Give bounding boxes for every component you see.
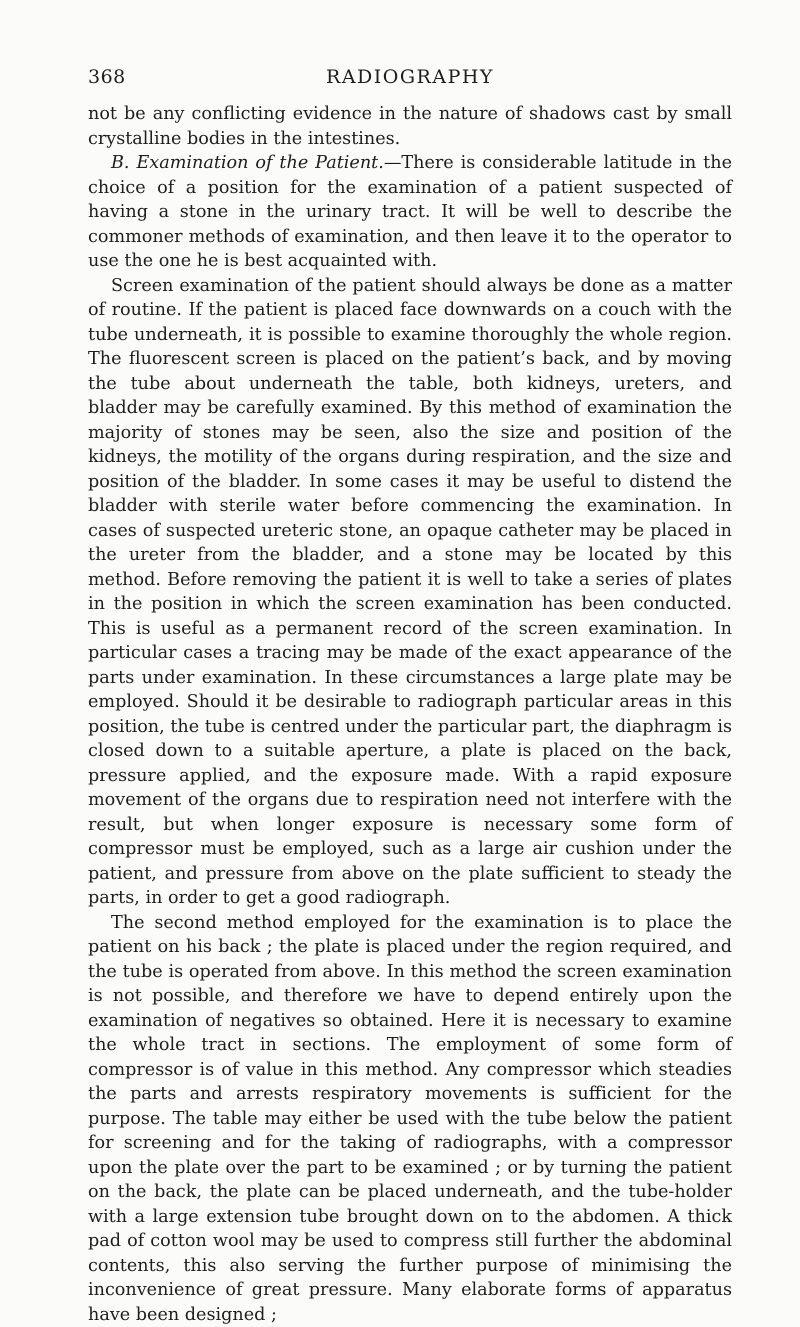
section-heading: B. Examination of the Patient. (111, 153, 384, 173)
paragraph-text: Screen examination of the patient should always be done as a matter of routine. If the patient is placed face downwards on a couch with the tube underneath, it is possible to examine thoroughly the whole region. The fluorescent screen is placed on the patient’s back, and by moving the tube about underneath the table, both kidneys, ureters, and bladder may be carefully examined. By this method of examination the majority of stones may be seen, also the size and position of the kidneys, the motility of the organs during respiration, and the size and position of the bladder. In some cases it may be useful to distend the bladder with sterile water before commencing the examination. In cases of suspected ureteric stone, an opaque catheter may be placed in the ureter from the bladder, and a stone may be located by this method. Before removing the patient it is well to take a series of plates in the position in which the screen examination has been conducted. This is useful as a permanent record of the screen examination. In particular cases a tracing may be made of the exact appearance of the parts under examination. In these circumstances a large plate may be employed. Should it be desirable to radiograph particular areas in this position, the tube is centred under the particular part, the diaphragm is closed down to a suitable aperture, a plate is placed on the back, pressure applied, and the exposure made. With a rapid exposure movement of the organs due to respiration need not interfere with the result, but when longer exposure is necessary some form of compressor must be employed, such as a large air cushion under the patient, and pressure from above on the plate sufficient to steady the parts, in order to get a good radiograph. (88, 276, 732, 909)
paragraph-section-b (88, 151, 732, 274)
page-header (88, 66, 732, 92)
running-head: RADIOGRAPHY (88, 66, 732, 88)
page-body (88, 102, 732, 1327)
paragraph-continuation (88, 102, 732, 151)
paragraph-text: —There is considerable latitude in the choice of a position for the examination of a patient suspected of having a stone in the urinary tract. It will be well to describe the commoner methods of examination, and then leave it to the operator to use the one he is best acquainted with. (88, 153, 732, 271)
paragraph-screen-examination (88, 274, 732, 911)
paragraph-text: The second method employed for the examination is to place the patient on his back ; the plate is placed under the region required, and the tube is operated from above. In this method the screen examination is not possible, and therefore we have to depend entirely upon the examination of negatives so obtained. Here it is necessary to examine the whole tract in sections. The employment of some form of compressor is of value in this method. Any compressor which steadies the parts and arrests respiratory movements is sufficient for the purpose. The table may either be used with the tube below the patient for screening and for the taking of radiographs, with a compressor upon the plate over the part to be examined ; or by turning the patient on the back, the plate can be placed underneath, and the tube-holder with a large extension tube brought down on to the abdomen. A thick pad of cotton wool may be used to compress still further the abdominal contents, this also serving the further purpose of minimising the inconvenience of great pressure. Many elaborate forms of apparatus have been designed ; (88, 913, 732, 1325)
paragraph-text: not be any conflicting evidence in the nature of shadows cast by small crystalline bodies in the intestines. (88, 104, 732, 149)
page-number: 368 (88, 66, 126, 88)
paragraph-second-method (88, 911, 732, 1327)
